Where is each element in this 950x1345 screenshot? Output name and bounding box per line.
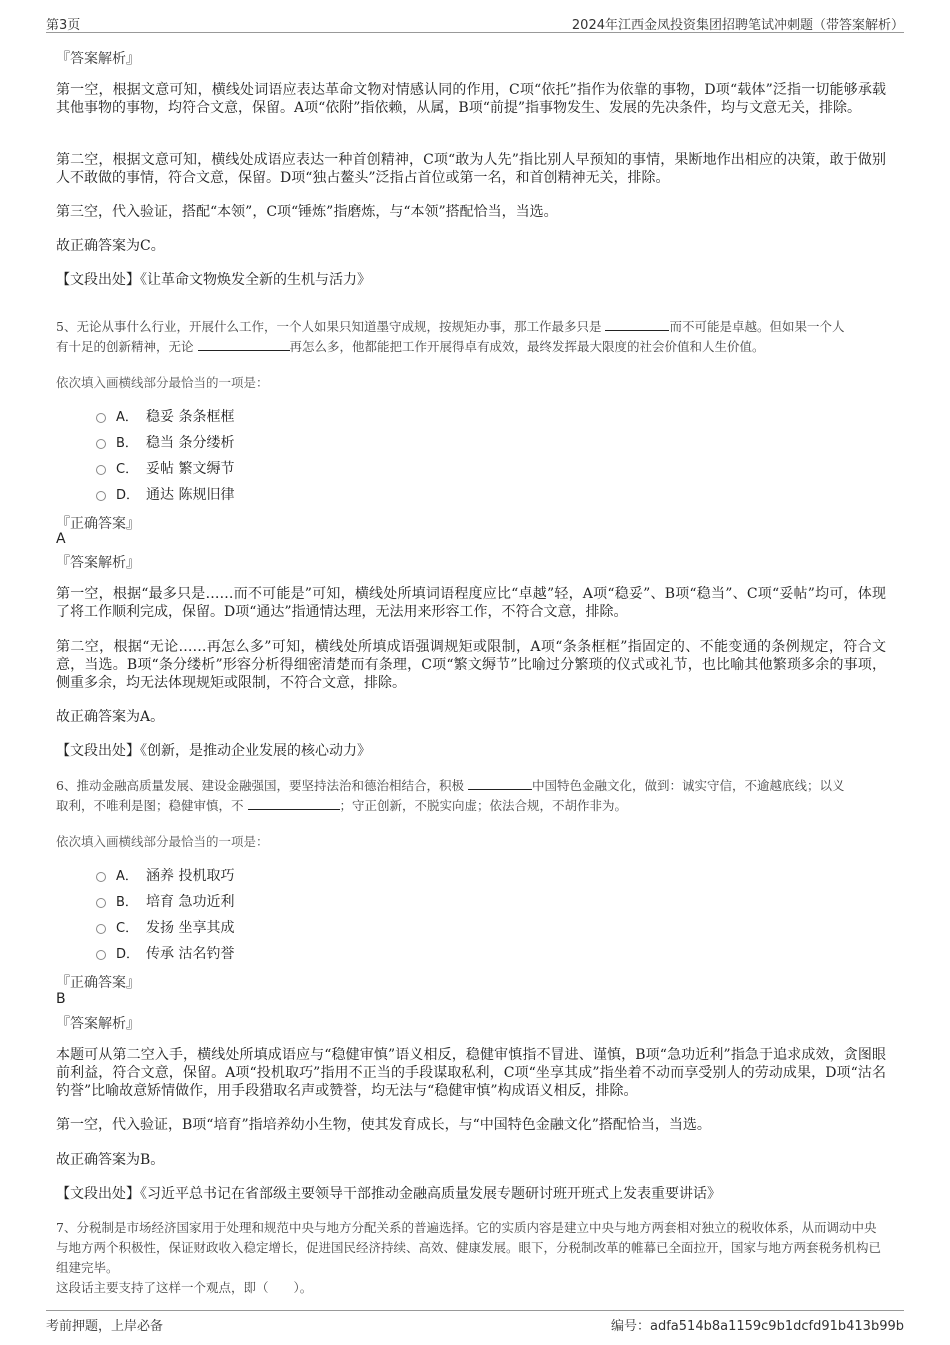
q5-blank-1	[605, 318, 669, 331]
q6-analysis-p2: 第一空，代入验证，B项“培育”指培养幼小生物，使其发育成长，与“中国特色金融文化”搭配恰当，当选。	[56, 1117, 711, 1133]
q4-analysis-p1: 第一空，根据文意可知，横线处词语应表达革命文物对情感认同的作用，C项“依托”指作为依靠的事物，D项“载体”泛指一切能够承载其他事物的事物，均符合文意，保留。A项“依附”指依赖，从属，B项“前提”指事物发生、发展的先决条件，均与文意无关，排除。	[56, 82, 886, 116]
document-title: 2024年江西金凤投资集团招聘笔试冲刺题（带答案解析）	[571, 18, 904, 33]
q4-final-answer: 故正确答案为C。	[56, 238, 165, 254]
q5-stem-part-d: 再怎么多，他都能把工作开展得卓有成效，最终发挥最大限度的社会价值和人生价值。	[289, 339, 765, 354]
q5-option-a[interactable]: A． 稳妥 条条框框	[96, 406, 234, 426]
q6-stem-part-b: 中国特色金融文化，做到：诚实守信，不逾越底线；以义	[531, 778, 845, 793]
q6-blank-1	[468, 777, 532, 790]
q5-correct-answer: A	[56, 531, 66, 547]
radio-icon[interactable]	[96, 924, 106, 934]
q6-correct-answer: B	[56, 991, 66, 1007]
q5-stem-part-a: 5、无论从事什么行业，开展什么工作，一个人如果只知道墨守成规，按规矩办事，那工作最多只是	[56, 319, 602, 334]
q5-blank-2	[198, 338, 290, 351]
footer-slogan: 考前押题，上岸必备	[46, 1319, 164, 1334]
q6-stem-part-d: ；守正创新，不脱实向虚；依法合规，不胡作非为。	[339, 798, 628, 813]
radio-icon[interactable]	[96, 439, 106, 449]
q5-analysis-p1: 第一空，根据“最多只是……而不可能是”可知，横线处所填词语程度应比“卓越”轻，A项“稳妥”、B项“稳当”、C项“妥帖”均可，体现了将工作顺利完成，保留。D项“通达”指通情达理，无法用来形容工作，不符合文意，排除。	[56, 586, 886, 620]
page-header	[46, 12, 904, 33]
q5-option-d[interactable]: D． 通达 陈规旧律	[96, 484, 234, 504]
q6-analysis-label: 『答案解析』	[56, 1016, 140, 1032]
q6-analysis-p1: 本题可从第二空入手，横线处所填成语应与“稳健审慎”语义相反，稳健审慎指不冒进、谨慎，B项“急功近利”指急于追求成效，贪图眼前利益，符合文意，保留。A项“投机取巧”指用不正当的手段谋取私利，C项“坐享其成”指坐着不动而享受别人的劳动成果，D项“沽名钓誉”比喻故意矫情做作，用手段猎取名声或赞誉，均无法与“稳健审慎”构成语义相反，排除。	[56, 1047, 886, 1099]
q6-option-d[interactable]: D． 传承 沽名钓誉	[96, 943, 234, 963]
q5-option-b[interactable]: B． 稳当 条分缕析	[96, 432, 234, 452]
page-footer	[46, 1310, 904, 1335]
q4-analysis-label: 『答案解析』	[56, 51, 140, 67]
q6-final-answer: 故正确答案为B。	[56, 1152, 165, 1168]
radio-icon[interactable]	[96, 465, 106, 475]
q5-analysis-p2: 第二空，根据“无论……再怎么多”可知，横线处所填成语强调规矩或限制，A项“条条框框”指固定的、不能变通的条例规定，符合文意，当选。B项“条分缕析”形容分析得细密清楚而有条理，C项“繁文缛节”比喻过分繁琐的仪式或礼节，也比喻其他繁琐多余的事项，侧重多余，均无法体现规矩或限制，不符合文意，排除。	[56, 639, 886, 691]
radio-icon[interactable]	[96, 950, 106, 960]
q6-correct-label: 『正确答案』	[56, 975, 140, 991]
q5-source: 【文段出处】《创新，是推动企业发展的核心动力》	[56, 743, 371, 759]
q6-blank-2	[248, 797, 340, 810]
q4-analysis-p3: 第三空，代入验证，搭配“本领”，C项“锤炼”指磨炼，与“本领”搭配恰当，当选。	[56, 204, 558, 220]
q5-stem-part-b: 而不可能是卓越。但如果一个人	[669, 319, 845, 334]
q7-stem: 7、分税制是市场经济国家用于处理和规范中央与地方分配关系的普遍选择。它的实质内容是建立中央与地方两套相对独立的税收体系，从而调动中央与地方两个积极性，保证财政收入稳定增长，促进国民经济持续、高效、健康发展。眼下，分税制改革的帷幕已全面拉开，国家与地方两套税务机构已组建完毕。	[56, 1220, 882, 1275]
q6-stem-part-a: 6、推动金融高质量发展、建设金融强国，要坚持法治和德治相结合，积极	[56, 778, 464, 793]
q6-stem	[56, 776, 886, 816]
q5-stem-part-c: 有十足的创新精神，无论	[56, 339, 194, 354]
q5-stem	[56, 317, 886, 357]
q6-prompt: 依次填入画横线部分最恰当的一项是：	[56, 834, 269, 849]
radio-icon[interactable]	[96, 872, 106, 882]
radio-icon[interactable]	[96, 491, 106, 501]
radio-icon[interactable]	[96, 898, 106, 908]
q7-prompt: 这段话主要支持了这样一个观点，即（ ）。	[56, 1280, 313, 1295]
q6-option-c[interactable]: C． 发扬 坐享其成	[96, 917, 234, 937]
q4-analysis-p2: 第二空，根据文意可知，横线处成语应表达一种首创精神，C项“敢为人先”指比别人早预知的事情，果断地作出相应的决策，敢于做别人不敢做的事情，符合文意，保留。D项“独占鳌头”泛指占首位或第一名，和首创精神无关，排除。	[56, 152, 886, 186]
q6-option-a[interactable]: A． 涵养 投机取巧	[96, 865, 234, 885]
q6-source: 【文段出处】《习近平总书记在省部级主要领导干部推动金融高质量发展专题研讨班开班式上发表重要讲话》	[56, 1186, 721, 1202]
q5-correct-label: 『正确答案』	[56, 516, 140, 532]
q5-final-answer: 故正确答案为A。	[56, 709, 165, 725]
document-code: 编号：adfa514b8a1159c9b1dcfd91b413b99b	[611, 1319, 904, 1334]
q5-prompt: 依次填入画横线部分最恰当的一项是：	[56, 375, 269, 390]
q6-option-b[interactable]: B． 培育 急功近利	[96, 891, 234, 911]
q6-stem-part-c: 取利，不唯利是图；稳健审慎，不	[56, 798, 244, 813]
q5-analysis-label: 『答案解析』	[56, 555, 140, 571]
q5-option-c[interactable]: C． 妥帖 繁文缛节	[96, 458, 234, 478]
page-number: 第3页	[46, 18, 81, 33]
radio-icon[interactable]	[96, 413, 106, 423]
q4-source: 【文段出处】《让革命文物焕发全新的生机与活力》	[56, 272, 371, 288]
